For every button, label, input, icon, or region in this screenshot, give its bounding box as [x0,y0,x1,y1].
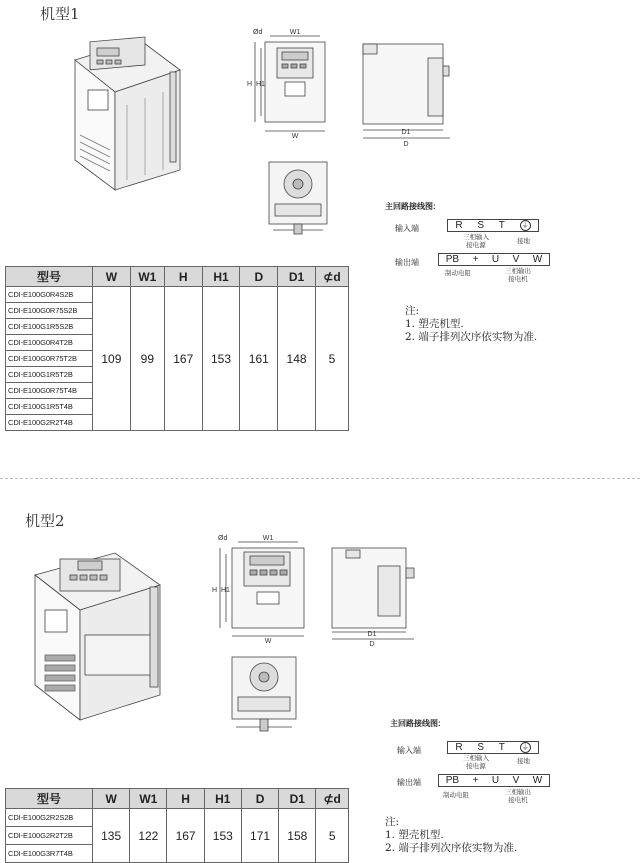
note-item: 2. 端子排列次序依实物为准. [405,331,538,343]
model-cell: CDI-E100G0R75S2B [6,303,93,319]
value-h1: 153 [204,809,241,863]
model-cell: CDI-E100G0R4T2B [6,335,93,351]
terminal-v: V [512,775,520,786]
table-row [6,287,349,303]
table-header-row [6,267,349,287]
value-w1: 99 [130,287,164,431]
dim-label-h: H [212,587,218,594]
terminal-r: R [455,220,463,231]
section-divider [0,478,640,479]
model-cell: CDI-E100G1R5S2B [6,319,93,335]
note-item: 1. 塑壳机型. [405,318,464,330]
model-cell: CDI-E100G1R5T2B [6,367,93,383]
product-iso-drawing-2 [30,545,185,725]
wiring-title: 主回路接线图: [385,202,436,211]
value-w: 109 [93,287,131,431]
brake-note: 制动电阻 [443,792,469,799]
terminal-r: R [455,742,463,753]
model-cell: CDI-E100G2R2T2B [6,827,93,845]
model-cell: CDI-E100G0R4S2B [6,287,93,303]
input-terminal-block [447,741,539,754]
input-label: 输入端 [395,224,419,233]
terminal-u: U [491,775,500,786]
header-d1: D1 [278,267,316,287]
header-dia: ⊄d [316,789,349,809]
motor-note-line1: 三相输出 [505,789,531,796]
header-w1: W1 [130,267,164,287]
side-view-drawing-2 [328,542,428,647]
value-d: 171 [241,809,278,863]
dim-label-w1: W1 [289,29,301,36]
header-w1: W1 [130,789,167,809]
bottom-view-drawing-2 [228,655,300,740]
notes-heading: 注: [385,816,400,828]
terminal-w: W [532,775,543,786]
dim-label-w: W [291,133,299,140]
output-label: 输出端 [395,258,419,267]
value-dia: 5 [315,287,348,431]
motor-note [505,268,531,284]
terminal-pb: PB [445,254,460,265]
value-dia: 5 [316,809,349,863]
dim-label-d: Ød [218,535,228,542]
input-note [463,234,489,250]
output-label: 输出端 [397,778,421,787]
header-h: H [164,267,202,287]
notes-2 [385,816,517,855]
motor-note-line2: 接电机 [508,276,528,283]
terminal-plus: + [472,254,479,265]
input-terminal-block [447,219,539,232]
input-note-line1: 三相输入 [463,234,489,241]
dim-label-h1: H1 [256,81,265,88]
dim-label-depth: D [403,141,409,148]
terminal-plus: + [472,775,479,786]
output-terminal-block [438,253,550,266]
model-cell: CDI-E100G0R75T4B [6,383,93,399]
wiring-diagram-2 [385,718,585,808]
terminal-pb: PB [445,775,460,786]
header-h1: H1 [204,789,241,809]
notes-heading: 注: [405,305,420,317]
dim-label-depth: D [369,641,375,647]
input-label: 输入端 [397,746,421,755]
value-h: 167 [167,809,204,863]
input-note-line2: 接电源 [466,763,486,770]
spec-table-1 [5,266,349,431]
dim-label-d1: D1 [367,631,377,638]
ground-note: 接地 [517,238,530,245]
input-note [463,755,489,771]
section-2-title: 机型2 [25,512,65,530]
model-cell: CDI-E100G2R2T4B [6,415,93,431]
ground-icon: ⏚ [521,222,529,229]
header-d: D [241,789,278,809]
terminal-v: V [512,254,520,265]
header-model: 型号 [6,267,93,287]
product-iso-drawing-1 [65,30,200,195]
output-terminal-block [438,774,550,787]
note-item: 2. 端子排列次序依实物为准. [385,842,518,854]
header-h: H [167,789,204,809]
dim-label-h1: H1 [221,587,230,594]
front-view-drawing-2 [212,534,312,644]
header-model: 型号 [6,789,93,809]
dim-label-d1: D1 [401,129,411,136]
header-w: W [93,267,131,287]
side-view-drawing-1 [358,38,463,148]
input-note-line1: 三相输入 [463,755,489,762]
value-h: 167 [164,287,202,431]
terminal-s: S [477,220,484,231]
input-note-line2: 接电源 [466,242,486,249]
header-dia: ⊄d [315,267,348,287]
header-d1: D1 [279,789,316,809]
dim-label-h: H [247,81,253,88]
motor-note [505,789,531,805]
section-1-title: 机型1 [40,5,80,23]
header-w: W [93,789,130,809]
terminal-w: W [532,254,543,265]
wiring-diagram-1 [385,200,585,290]
value-h1: 153 [202,287,240,431]
value-d1: 148 [278,287,316,431]
model-cell: CDI-E100G3R7T4B [6,845,93,863]
wiring-title: 主回路接线图: [390,719,441,728]
value-d: 161 [240,287,278,431]
ground-note: 接地 [517,758,530,765]
brake-note: 制动电阻 [445,270,471,277]
table-row [6,809,349,827]
notes-1 [405,305,537,344]
header-h1: H1 [202,267,240,287]
value-d1: 158 [279,809,316,863]
terminal-t: T [498,220,505,231]
model-cell: CDI-E100G2R2S2B [6,809,93,827]
motor-note-line2: 接电机 [508,797,528,804]
dim-label-d: Ød [253,29,263,36]
note-item: 1. 塑壳机型. [385,829,444,841]
terminal-u: U [491,254,500,265]
table-header-row [6,789,349,809]
model-cell: CDI-E100G0R75T2B [6,351,93,367]
ground-icon: ⏚ [521,744,529,751]
dim-label-w1: W1 [262,535,274,542]
bottom-view-drawing-1 [265,160,335,240]
terminal-s: S [477,742,484,753]
header-d: D [240,267,278,287]
front-view-drawing-1 [245,28,345,140]
terminal-t: T [498,742,505,753]
dim-label-w: W [264,638,272,644]
value-w1: 122 [130,809,167,863]
value-w: 135 [93,809,130,863]
model-cell: CDI-E100G1R5T4B [6,399,93,415]
motor-note-line1: 三相输出 [505,268,531,275]
spec-table-2 [5,788,349,863]
